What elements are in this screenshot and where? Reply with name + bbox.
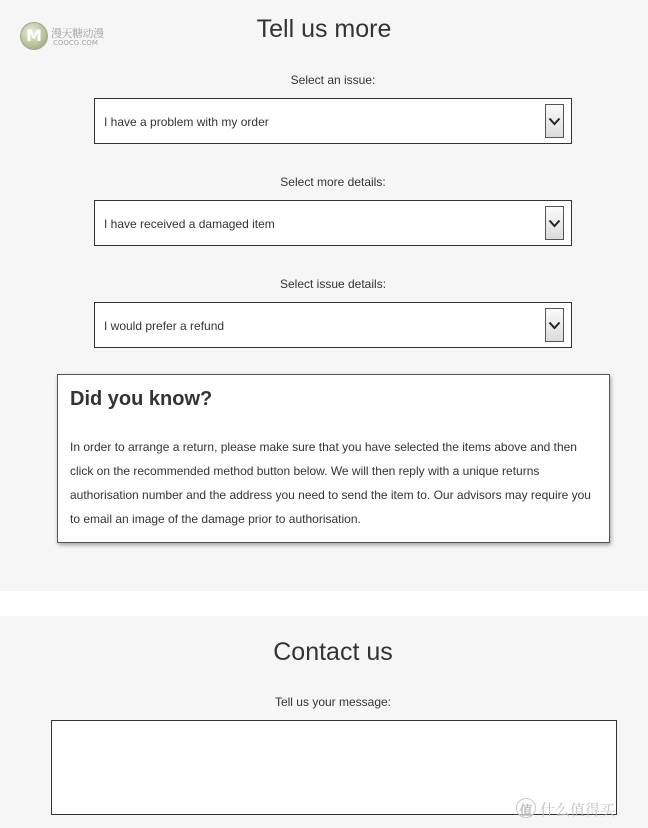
issue-select-value: I have a problem with my order [104, 115, 269, 129]
did-you-know-panel [57, 374, 610, 543]
issue-label: Select an issue: [290, 73, 376, 87]
logo-badge-icon: M [20, 22, 48, 50]
more-details-label: Select more details: [280, 175, 386, 189]
watermark [516, 798, 640, 820]
more-details-select[interactable] [94, 200, 572, 246]
more-details-select-value: I have received a damaged item [104, 217, 275, 231]
message-label: Tell us your message: [274, 695, 392, 709]
page-title: Tell us more [256, 15, 392, 43]
info-line: click on the recommended method button below. We will then reply with a unique returns [70, 464, 540, 478]
logo-text-cn: 漫天糖动漫 [51, 27, 104, 40]
issue-details-select[interactable] [94, 302, 572, 348]
logo-text-en: COOCG.COM [53, 39, 98, 47]
info-line: authorisation number and the address you need to send the item to. Our advisors may require you [70, 488, 591, 502]
chevron-down-icon [548, 321, 561, 330]
did-you-know-text [70, 435, 600, 531]
issue-dropdown-button[interactable] [545, 104, 564, 138]
more-details-dropdown-button[interactable] [545, 206, 564, 240]
info-line: In order to arrange a return, please make sure that you have selected the items above and then [70, 440, 577, 454]
chevron-down-icon [548, 219, 561, 228]
issue-select[interactable] [94, 98, 572, 144]
issue-details-label: Select issue details: [279, 277, 387, 291]
issue-details-dropdown-button[interactable] [545, 308, 564, 342]
info-line: to email an image of the damage prior to authorisation. [70, 512, 361, 526]
watermark-text: 什么值得买 [540, 801, 616, 819]
watermark-badge-icon: 值 [516, 798, 536, 818]
issue-details-select-value: I would prefer a refund [104, 319, 225, 333]
chevron-down-icon [548, 117, 561, 126]
did-you-know-title: Did you know? [70, 388, 213, 410]
contact-us-title: Contact us [273, 638, 393, 666]
